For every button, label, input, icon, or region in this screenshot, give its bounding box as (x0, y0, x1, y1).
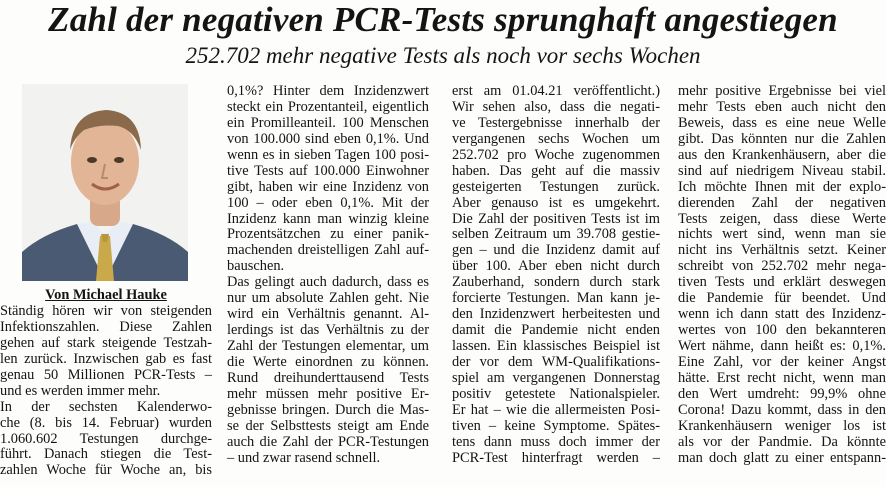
article-text-line: gebnisse bringen. Durch die Mas- (227, 401, 429, 418)
article-subheadline: 252.702 mehr negative Tests als noch vor sechs Wochen (185, 43, 701, 68)
article-text-line: den Inzidenzwert herbeitesten und (452, 306, 660, 323)
article-text-line: gen – und die Inzidenz damit auf (452, 242, 660, 259)
article-text-line: auch die Zahl der PCR-Testungen (227, 433, 429, 450)
article-text-line: mehr müssen mehr positive Er- (227, 385, 429, 402)
article-text-line: Zahl der Testungen elementar, um (227, 338, 429, 354)
article-text-line: haben. Das geht auf die massiv (452, 162, 660, 179)
article-text-line: 0,1%? Hinter dem Inzidenzwert (227, 83, 429, 99)
author-byline: Von Michael Hauke (45, 287, 167, 303)
article-text-line: dierenden Zahl der negativen (678, 194, 886, 211)
article-text-line: mehr positive Ergebnisse bei viel (678, 83, 886, 99)
article-text-line: PCR-Test hinterfragt werden – (452, 449, 660, 466)
article-column-3 (452, 84, 660, 467)
article-text-line: die Werte einordnen zu können. (227, 353, 429, 370)
article-text-line: gibt, haben wir eine Inzidenz von (227, 178, 429, 195)
article-text-line: nichts wert sind, wenn man sie (678, 226, 886, 243)
article-text-line: wertes von 100 den bekannteren (678, 322, 886, 339)
article-text-line: ve Testergebnisse innerhalb der (452, 114, 660, 131)
article-text-line: damit die Pandemie nicht enden (452, 322, 660, 339)
article-text-line: machenden dreistelligen Zahl auf- (227, 242, 429, 259)
article-text-line: Eine Zahl, vor der keiner Angst (678, 353, 886, 370)
article-text-line: Aber genauso ist es umgekehrt. (452, 194, 660, 211)
article-text-line: len zurück. Inzwischen gab es fast (0, 350, 212, 367)
article-text-line: gibt. Das könnten nur die Zahlen (678, 130, 886, 147)
article-text-line: Das gelingt auch dadurch, dass es (227, 274, 429, 291)
article-text-line: tiven – keine Symptome. Spätes- (452, 417, 660, 434)
article-column-1 (0, 304, 212, 479)
article-text-line: den Wert umdreht: 99,9% ohne (678, 385, 886, 402)
article-text-line: die Pandemie für beendet. Und (678, 290, 886, 307)
article-text-line: nur um absolute Zahlen geht. Nie (227, 290, 429, 307)
article-text-line: und es werden immer mehr. (0, 382, 161, 399)
article-column-4 (678, 84, 886, 467)
article-text-line: 100 – oder eben 0,1%. Mit der (227, 194, 429, 211)
article-text-line: steckt ein Prozentanteil, eigentlich (227, 98, 429, 115)
article-text-line: ein Promilleanteil. 100 Menschen (227, 114, 429, 131)
article-text-line: als vor der Pandmie. Da könnte (678, 433, 886, 450)
article-text-line: 1.060.602 Testungen durchge- (0, 430, 212, 447)
article-text-line: der vor dem WM-Qualifikations- (452, 353, 660, 370)
article-text-line: se der Selbsttests steigt am Ende (227, 417, 429, 434)
article-text-line: wenn ich dann statt des Inzidenz- (678, 306, 886, 323)
author-portrait-photo (22, 84, 188, 281)
author-portrait-illustration (22, 84, 188, 281)
article-text-line: tive Tests auf 100.000 Einwohner (227, 162, 429, 179)
article-text-line: Zauberhand, sondern durch stark (452, 274, 660, 291)
article-text-line: man doch glatt zu einer entspann- (678, 449, 886, 466)
article-text-line: sind auf niedrigem Niveau stabil. (678, 162, 886, 179)
article-text-line: Er hat – wie die allermeisten Posi- (452, 401, 660, 418)
article-text-line: Tests zeigen, dass diese Werte (678, 210, 886, 227)
article-text-line: tens dann muss doch immer der (452, 433, 660, 450)
article-text-line: selben Zeitraum um 39.708 gestie- (452, 226, 660, 243)
article-text-line: Corona! Dazu kommt, dass in den (678, 401, 886, 418)
article-text-line: gehen auf stark steigende Testzah- (0, 334, 212, 351)
article-text-line: Rund dreihunderttausend Tests (227, 369, 429, 386)
article-text-line: nicht ins Verhältnis setzt. Keiner (678, 242, 886, 259)
article-text-line: Prozentsätzchen zu einer panik- (227, 226, 429, 243)
article-text-line: hätte. Erst recht nicht, wenn man (678, 369, 886, 386)
article-text-line: aus den Krankenhäusern, aber die (678, 146, 886, 163)
article-text-line: erst am 01.04.21 veröffentlicht.) (452, 83, 660, 99)
article-text-line: Wir sehen also, dass die negati- (452, 98, 660, 115)
article-text-line: bauschen. (227, 258, 285, 275)
article-text-line: spiel am vergangenen Donnerstag (452, 369, 660, 386)
article-text-line: tiven Tests und erklärt deswegen (678, 274, 886, 291)
article-text-line: che (8. bis 14. Februar) wurden (0, 414, 212, 431)
article-text-line: führt. Danach stiegen die Test- (0, 446, 212, 463)
article-text-line: Krankenhäusern weniger los ist (678, 417, 886, 434)
article-text-line: 252.702 pro Woche zugenommen (452, 146, 660, 163)
article-column-2 (227, 84, 429, 467)
article-text-line: Ich möchte Ihnen mit der explo- (678, 178, 886, 195)
article-text-line: mehr Tests eben auch nicht den (678, 98, 886, 115)
article-text-line: schreibt von 252.702 mehr nega- (678, 258, 886, 275)
article-text-line: lassen. Ein klassisches Beispiel ist (452, 338, 660, 354)
article-text-line: genau 50 Millionen PCR-Tests – (0, 366, 212, 383)
article-text-line: Inzidenz kann man winzig kleine (227, 210, 429, 227)
article-text-line: wenn es in sieben Tagen 100 posi- (227, 146, 429, 163)
article-text-line: Beweis, dass es eine neue Welle (678, 114, 886, 131)
article-text-line: In der sechsten Kalenderwo- (0, 398, 212, 415)
article-headline: Zahl der negativen PCR-Tests sprunghaft angestiegen (48, 0, 838, 39)
article-text-line: Die Zahl der positiven Tests ist im (452, 210, 660, 227)
article-text-line: positiv getestete Nationalspieler. (452, 385, 660, 402)
article-text-line: vergangenen sechs Wochen um (452, 130, 660, 147)
article-text-line: über 100. Aber eben nicht durch (452, 258, 660, 275)
article-text-line: von 100.000 sind eben 0,1%. Und (227, 130, 429, 147)
article-text-line: lerdings ist das Verhältnis zu der (227, 322, 429, 339)
article-text-line: Ständig hören wir von steigenden (0, 303, 212, 319)
article-text-line: Wert nähme, dann heißt es: 0,1%. (678, 338, 886, 354)
article-text-line: zahlen Woche für Woche an, bis (0, 462, 212, 479)
article-text-line: gesteigerten Testungen zurück. (452, 178, 660, 195)
article-text-line: wird ein Verhältnis genannt. Al- (227, 306, 429, 323)
article-text-line: forcierte Testungen. Man kann je- (452, 290, 660, 307)
article-text-line: – und zwar rasend schnell. (227, 449, 381, 466)
article-text-line: Infektionszahlen. Diese Zahlen (0, 318, 212, 335)
